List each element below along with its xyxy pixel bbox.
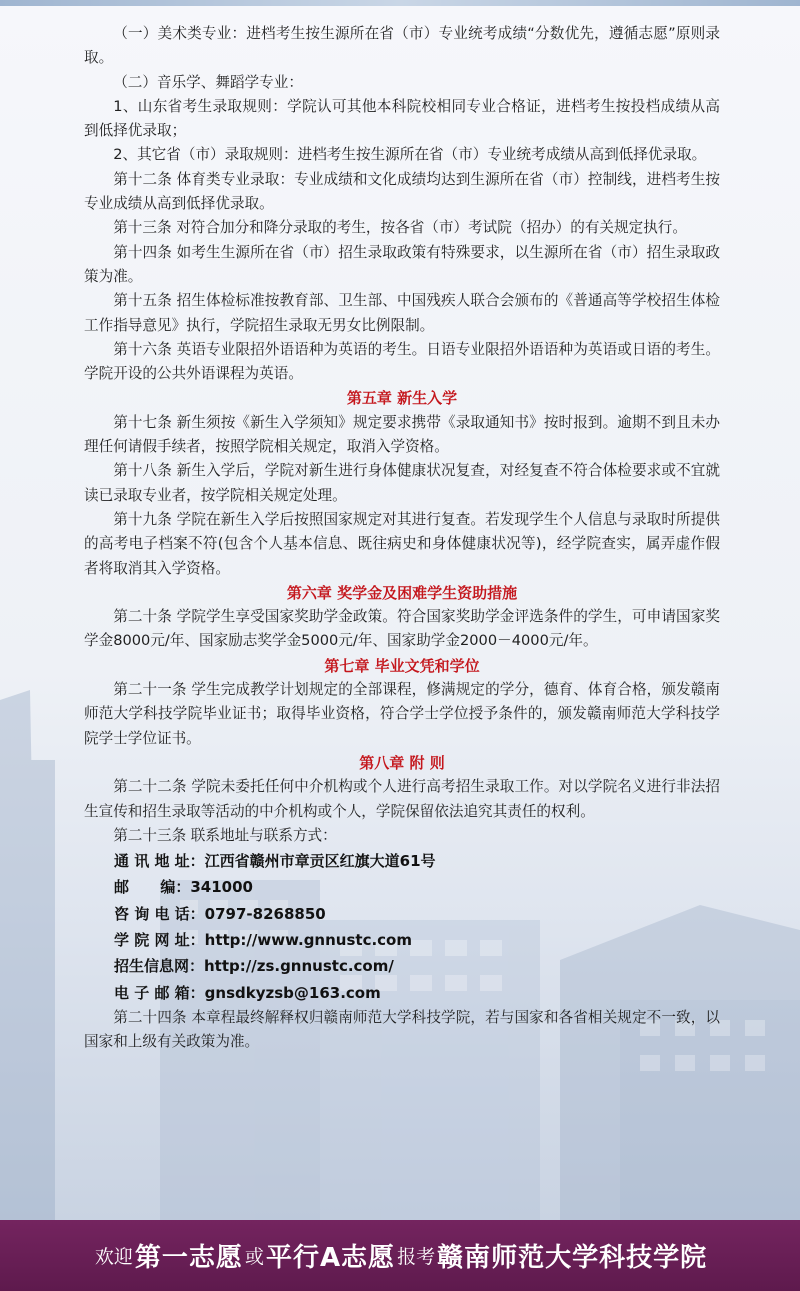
contact-website[interactable]: 学 院 网 址：http://www.gnnustc.com [114,930,412,949]
chapter-heading: 第五章 新生入学 [346,389,458,408]
regulations-text [84,22,720,1054]
article-paragraph: 第十六条 英语专业限招外语语种为英语的考生。日语专业限招外语语种为英语或日语的考生。学院开设的公共外语课程为英语。 [84,340,720,383]
contact-email[interactable]: 电 子 邮 箱：gnsdkyzsb@163.com [114,983,381,1002]
footer-parallel-choice: 平行A志愿 [265,1243,396,1273]
closing-article: 第二十四条 本章程最终解释权归赣南师范大学科技学院，若与国家和各省相关规定不一致，以国家和上级有关政策为准。 [84,1008,720,1051]
article-paragraph: 1、山东省考生录取规则：学院认可其他本科院校相同专业合格证，进档考生按投档成绩从高到低择优录取； [84,97,720,140]
article-paragraph: 第十二条 体育类专业录取：专业成绩和文化成绩均达到生源所在省（市）控制线，进档考生按专业成绩从高到低择优录取。 [84,170,720,213]
chapter-heading: 第八章 附 则 [359,753,445,772]
footer-welcome: 欢迎 [94,1246,133,1268]
article-paragraph: 第十八条 新生入学后，学院对新生进行身体健康状况复查，对经复查不符合体检要求或不宜就读已录取专业者，按学院相关规定处理。 [84,462,720,504]
chapter-heading: 第六章 奖学金及困难学生资助措施 [286,583,518,602]
contact-phone: 咨 询 电 话：0797-8268850 [114,904,326,923]
article-paragraph: 第二十一条 学生完成教学计划规定的全部课程，修满规定的学分，德育、体育合格，颁发赣南师范大学科技学院毕业证书；取得毕业资格，符合学士学位授予条件的，颁发赣南师范大学科技学院学士学位证书。 [84,681,720,747]
article-paragraph: 第二十条 学院学生享受国家奖助学金政策。符合国家奖助学金评选条件的学生，可申请国家奖学金8000元/年、国家励志奖学金5000元/年、国家助学金2000－4000元/年。 [84,608,720,650]
article-paragraph: （一）美术类专业：进档考生按生源所在省（市）专业统考成绩“分数优先，遵循志愿”原则录取。 [84,25,720,67]
article-paragraph: 第二十三条 联系地址与联系方式： [113,826,337,844]
article-paragraph: 第十四条 如考生生源所在省（市）招生录取政策有特殊要求，以生源所在省（市）招生录取政策为准。 [84,243,720,285]
footer-first-choice: 第一志愿 [134,1243,243,1273]
article-paragraph: 2、其它省（市）录取规则：进档考生按生源所在省（市）专业统考成绩从高到低择优录取。 [113,146,707,164]
article-paragraph: 第二十二条 学院未委托任何中介机构或个人进行高考招生录取工作。对以学院名义进行非法招生宣传和招生录取等活动的中介机构或个人，学院保留依法追究其责任的权利。 [84,778,720,820]
footer-banner [0,1220,800,1291]
footer-or: 或 [244,1246,264,1268]
footer-college-name: 赣南师范大学科技学院 [437,1243,708,1273]
contact-address: 通 讯 地 址：江西省赣州市章贡区红旗大道61号 [114,852,436,871]
chapter-heading: 第七章 毕业文凭和学位 [324,656,480,675]
article-paragraph: （二）音乐学、舞蹈学专业： [113,73,303,91]
contact-admissions-site[interactable]: 招生信息网：http://zs.gnnustc.com/ [114,957,394,976]
contact-postcode: 邮 编：341000 [114,878,253,897]
article-paragraph: 第十七条 新生须按《新生入学须知》规定要求携带《录取通知书》按时报到。逾期不到且未办理任何请假手续者，按照学院相关规定，取消入学资格。 [84,413,720,456]
article-paragraph: 第十三条 对符合加分和降分录取的考生，按各省（市）考试院（招办）的有关规定执行。 [113,219,687,237]
footer-apply: 报考 [397,1246,436,1268]
article-paragraph: 第十五条 招生体检标准按教育部、卫生部、中国残疾人联合会颁布的《普通高等学校招生体检工作指导意见》执行，学院招生录取无男女比例限制。 [84,292,720,334]
article-paragraph: 第十九条 学院在新生入学后按照国家规定对其进行复查。若发现学生个人信息与录取时所提供的高考电子档案不符(包含个人基本信息、既往病史和身体健康状况等)，经学院查实，属弄虚作假者将取消其入学资格。 [84,510,720,577]
